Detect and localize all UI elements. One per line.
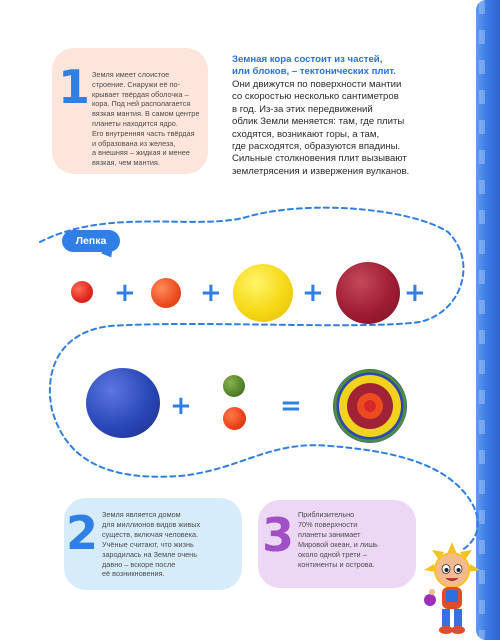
intro-heading-line: Земная кора состоит из частей, [232,54,383,65]
small-red-ball [71,281,93,303]
cartoon-character-illustration [420,540,484,636]
fact-1-line: а внешняя – жидкая и менее [92,148,190,158]
fact-1-line: и образована из железа, [92,138,176,148]
fact-1-line: крывает твёрдая оболочка – [92,89,189,99]
fact-2-line: Учёные считают, что жизнь [102,539,194,549]
equals-sign: = [280,391,302,421]
intro-line: Сильные столкновения плит вызывают [232,153,407,165]
fact-1-line: вязкая, чем мантия. [92,158,160,168]
plus-sign: + [170,391,192,421]
big-blue-ball [86,368,160,438]
small-green-ball [223,375,245,397]
intro-line: в год. Из-за этих передвижений [232,103,373,115]
fact-1-line: вязкая мантия. В самом центре [92,109,200,119]
fact-3-line: континенты и острова. [298,559,375,569]
craft-label: Лепка [62,230,120,252]
earth-layers-model [330,366,410,446]
fact-1-number: 1 [58,60,91,114]
fact-1-line: планеты находится ядро. [92,118,178,128]
fact-1-line: кора. Под ней располагается [92,99,191,109]
dark-red-ball [336,262,400,324]
fact-2-text [102,510,236,579]
plus-sign: + [404,278,426,308]
fact-2-line: её возникновения. [102,569,165,579]
fact-2-line: существ, включая человека. [102,529,199,539]
intro-line: землетрясения и извержения вулканов. [232,165,410,177]
small-orange-ball [223,407,246,430]
intro-line: облик Земли меняется: там, где плиты [232,116,405,128]
fact-1-line: Его внутренняя часть твёрдая [92,128,195,138]
fact-2-line: давно – вскоре после [102,559,176,569]
plus-sign: + [200,278,222,308]
fact-3-line: около одной трети – [298,549,367,559]
fact-3-line: Мировой океан, и лишь [298,539,378,549]
fact-3-number: 3 [262,508,295,562]
yellow-ball [233,264,293,322]
plus-sign: + [114,278,136,308]
fact-2-line: Земля является домом [102,510,181,519]
fact-3-text [298,510,412,569]
fact-2-line: зародилась на Земле очень [102,549,198,559]
fact-2-number: 2 [66,506,99,560]
orange-red-ball [151,278,181,308]
fact-3-line: планеты занимает [298,529,361,539]
fact-2-line: для миллионов видов живых [102,519,201,529]
fact-3-line: 70% поверхности [298,519,358,529]
intro-line: сходятся, возникают горы, а там, [232,128,380,140]
fact-1-line: Земля имеет слоистое [92,70,170,79]
plus-sign: + [302,278,324,308]
intro-heading-line: или блоков, – тектонических плит. [232,66,396,78]
intro-line: Они движутся по поверхности мантии [232,79,402,90]
fact-1-line: строение. Снаружи её по- [92,79,181,89]
fact-3-line: Приблизительно [298,510,355,519]
intro-line: где расходятся, образуются впадины. [232,141,401,153]
intro-line: со скоростью несколько сантиметров [232,91,399,103]
